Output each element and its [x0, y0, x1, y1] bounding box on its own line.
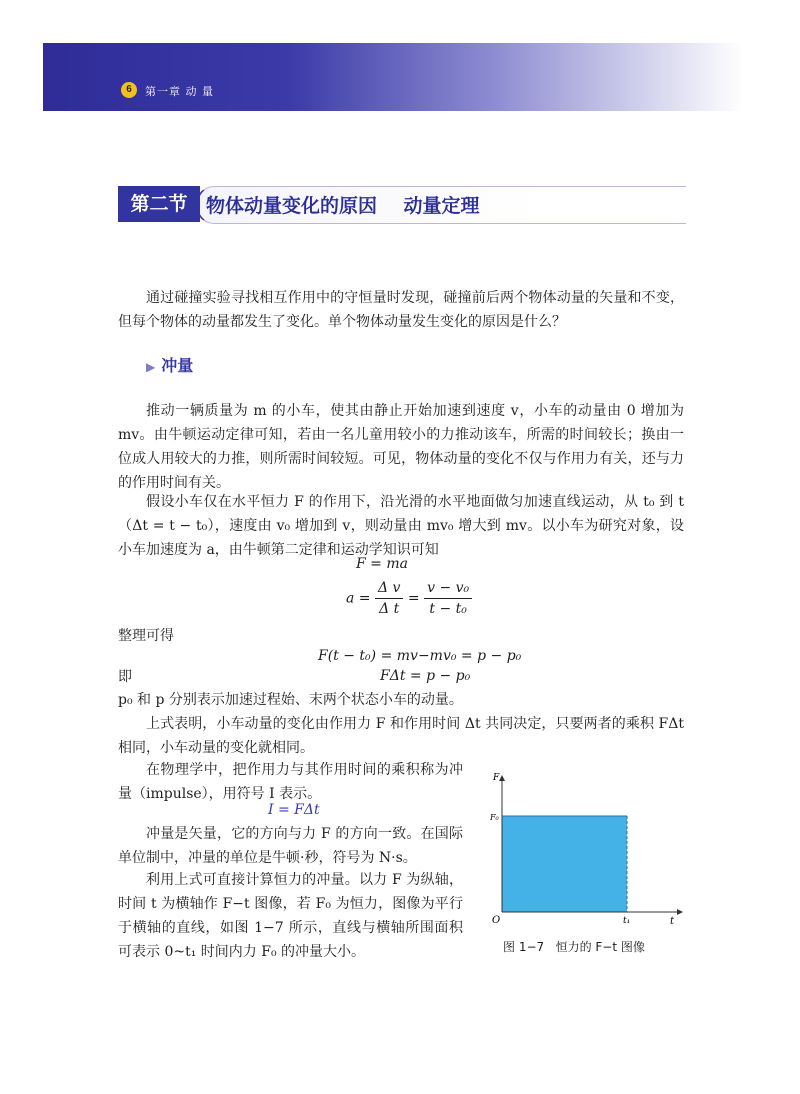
label-ji: 即 — [118, 669, 132, 685]
fraction-denominator: Δ t — [379, 601, 400, 617]
subheading-impulse — [146, 353, 193, 376]
eq-a-lhs: a = — [346, 590, 371, 607]
x-axis-label: t — [670, 916, 675, 927]
paragraph-6: 在物理学中，把作用力与其作用时间的乘积称为冲量（impulse），用符号 I 表示。 — [118, 762, 463, 802]
paragraph-8: 利用上式可直接计算恒力的冲量。以力 F 为纵轴，时间 t 为横轴作 F−t 图像，若 F₀ 为恒力，图像为平行于横轴的直线，如图 1−7 所示，直线与横轴所围面积可表示 0~t₁ 时间内力 F₀ 的冲量大小。 — [118, 872, 463, 960]
impulse-area — [502, 816, 627, 912]
eq-equals: = — [407, 590, 420, 607]
fraction-denominator: t − t₀ — [429, 601, 467, 617]
equation-acceleration — [346, 578, 472, 619]
origin-label: O — [492, 915, 501, 926]
t1-tick-label: t₁ — [623, 916, 631, 926]
paragraph-1: 推动一辆质量为 m 的小车，使其由静止开始加速到速度 v，小车的动量由 0 增加为 mv。由牛顿运动定律可知，若由一名儿童用较小的力推动该车，所需的时间较长；换由一位成人用较大的力推，则所需时间较短。可见，物体动量的变化不仅与作用力有关，还与力的作用时间有关。 — [118, 403, 684, 491]
figure-caption: 图 1−7 恒力的 F−t 图像 — [503, 940, 645, 954]
section-title: 物体动量变化的原因 动量定理 — [206, 195, 480, 217]
intro-paragraph: 通过碰撞实验寻找相互作用中的守恒量时发现，碰撞前后两个物体动量的矢量和不变，但每个物体的动量都发生了变化。单个物体动量发生变化的原因是什么？ — [118, 290, 684, 330]
paragraph-3: 整理可得 — [118, 628, 174, 644]
page-number: 6 — [121, 82, 137, 98]
equation-impulse: I = FΔt — [268, 802, 320, 818]
paragraph-2: 假设小车仅在水平恒力 F 的作用下，沿光滑的水平地面做匀加速直线运动，从 t₀ 到 t（Δt = t − t₀），速度由 v₀ 增加到 v，则动量由 mv₀ 增大到 mv。以小车为研究对象，设小车加速度为 a，由牛顿第二定律和运动学知识可知 — [118, 494, 684, 558]
subheading-text: 冲量 — [161, 356, 194, 375]
fraction-delta — [375, 578, 403, 619]
fraction-numerator: Δ v — [375, 578, 403, 599]
paragraph-4: p₀ 和 p 分别表示加速过程始、末两个状态小车的动量。 — [118, 692, 463, 708]
paragraph-5: 上式表明，小车动量的变化由作用力 F 和作用时间 Δt 共同决定，只要两者的乘积 FΔt 相同，小车动量的变化就相同。 — [118, 716, 684, 756]
triangle-marker-icon: ▶ — [146, 360, 156, 374]
paragraph-7: 冲量是矢量，它的方向与力 F 的方向一致。在国际单位制中，冲量的单位是牛顿·秒，符号为 N·s。 — [118, 826, 463, 866]
chapter-title: 第一章 动 量 — [145, 85, 214, 98]
fraction-numerator: v − v₀ — [424, 578, 472, 599]
equation-impulse-theorem: FΔt = p − p₀ — [380, 668, 471, 684]
f-t-graph — [490, 770, 690, 930]
fraction-velocity — [424, 578, 472, 619]
section-heading — [118, 186, 684, 224]
equation-momentum: F(t − t₀) = mv−mv₀ = p − p₀ — [318, 648, 522, 664]
header-band — [43, 43, 743, 111]
y-axis-label: F — [493, 773, 500, 783]
equation-newton: F = ma — [356, 556, 408, 572]
f0-tick-label: F₀ — [490, 813, 499, 822]
section-tag: 第二节 — [118, 186, 200, 222]
